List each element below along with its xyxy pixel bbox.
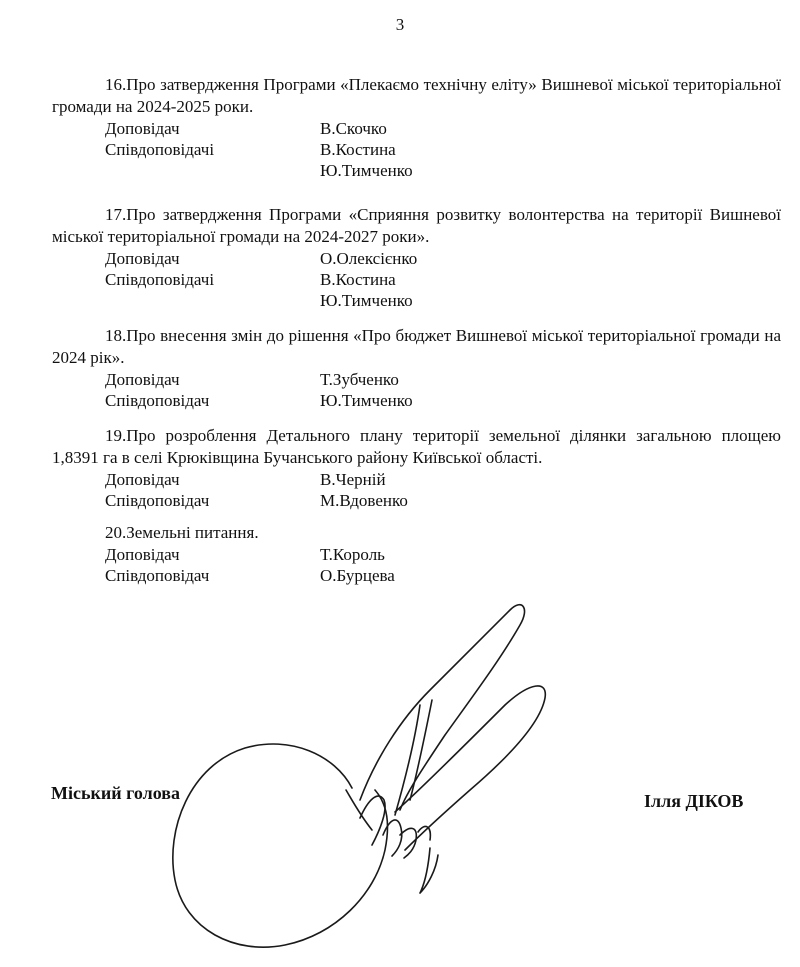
role-name: О.Бурцева (320, 566, 395, 585)
role-label: Доповідач (105, 545, 180, 564)
role-name: Т.Король (320, 545, 385, 564)
agenda-item-16 (52, 74, 781, 181)
agenda-item-title: 17.Про затвердження Програми «Сприяння розвитку волонтерства на території Вишневої міської територіальної громади на 2024-2027 роки». (52, 205, 781, 246)
role-name: О.Олексієнко (320, 249, 418, 268)
role-label: Співдоповідачі (105, 270, 215, 289)
agenda-item-17 (52, 204, 781, 311)
agenda-item-title: 20.Земельні питання. (105, 523, 259, 542)
role-label: Доповідач (105, 119, 180, 138)
role-name: Т.Зубченко (320, 370, 399, 389)
page-number: 3 (395, 15, 405, 34)
role-row (52, 369, 781, 390)
agenda-item-title: 16.Про затвердження Програми «Плекаємо технічну еліту» Вишневої міської територіальної громади на 2024-2025 роки. (52, 75, 781, 116)
role-label: Співдоповідач (105, 391, 210, 410)
role-name: В.Скочко (320, 119, 387, 138)
role-label: Співдоповідач (105, 566, 210, 585)
role-label: Співдоповідачі (105, 140, 215, 159)
role-name: Ю.Тимченко (320, 291, 413, 310)
role-row (52, 160, 781, 181)
role-label: Доповідач (105, 470, 180, 489)
role-row (52, 490, 781, 511)
role-name: В.Костина (320, 270, 396, 289)
role-row (52, 139, 781, 160)
signatory-position: Міський голова (51, 783, 180, 803)
role-row (52, 118, 781, 139)
role-row (52, 565, 781, 586)
agenda-item-title: 19.Про розроблення Детального плану території земельної ділянки загальною площею 1,8391 га в селі Крюківщина Бучанського району Київської області. (52, 426, 781, 467)
role-row (52, 290, 781, 311)
agenda-item-title: 18.Про внесення змін до рішення «Про бюджет Вишневої міської територіальної громади на 2024 рік». (52, 326, 781, 367)
role-label: Співдоповідач (105, 491, 210, 510)
role-row (52, 390, 781, 411)
role-label: Доповідач (105, 249, 180, 268)
role-name: Ю.Тимченко (320, 391, 413, 410)
role-label: Доповідач (105, 370, 180, 389)
agenda-item-20 (52, 522, 781, 586)
role-row (52, 544, 781, 565)
agenda-item-18 (52, 325, 781, 411)
role-name: В.Черній (320, 470, 386, 489)
role-name: М.Вдовенко (320, 491, 408, 510)
role-name: Ю.Тимченко (320, 161, 413, 180)
role-row (52, 248, 781, 269)
role-row (52, 269, 781, 290)
agenda-item-19 (52, 425, 781, 511)
role-name: В.Костина (320, 140, 396, 159)
signatory-name: Ілля ДІКОВ (644, 791, 744, 811)
role-row (52, 469, 781, 490)
